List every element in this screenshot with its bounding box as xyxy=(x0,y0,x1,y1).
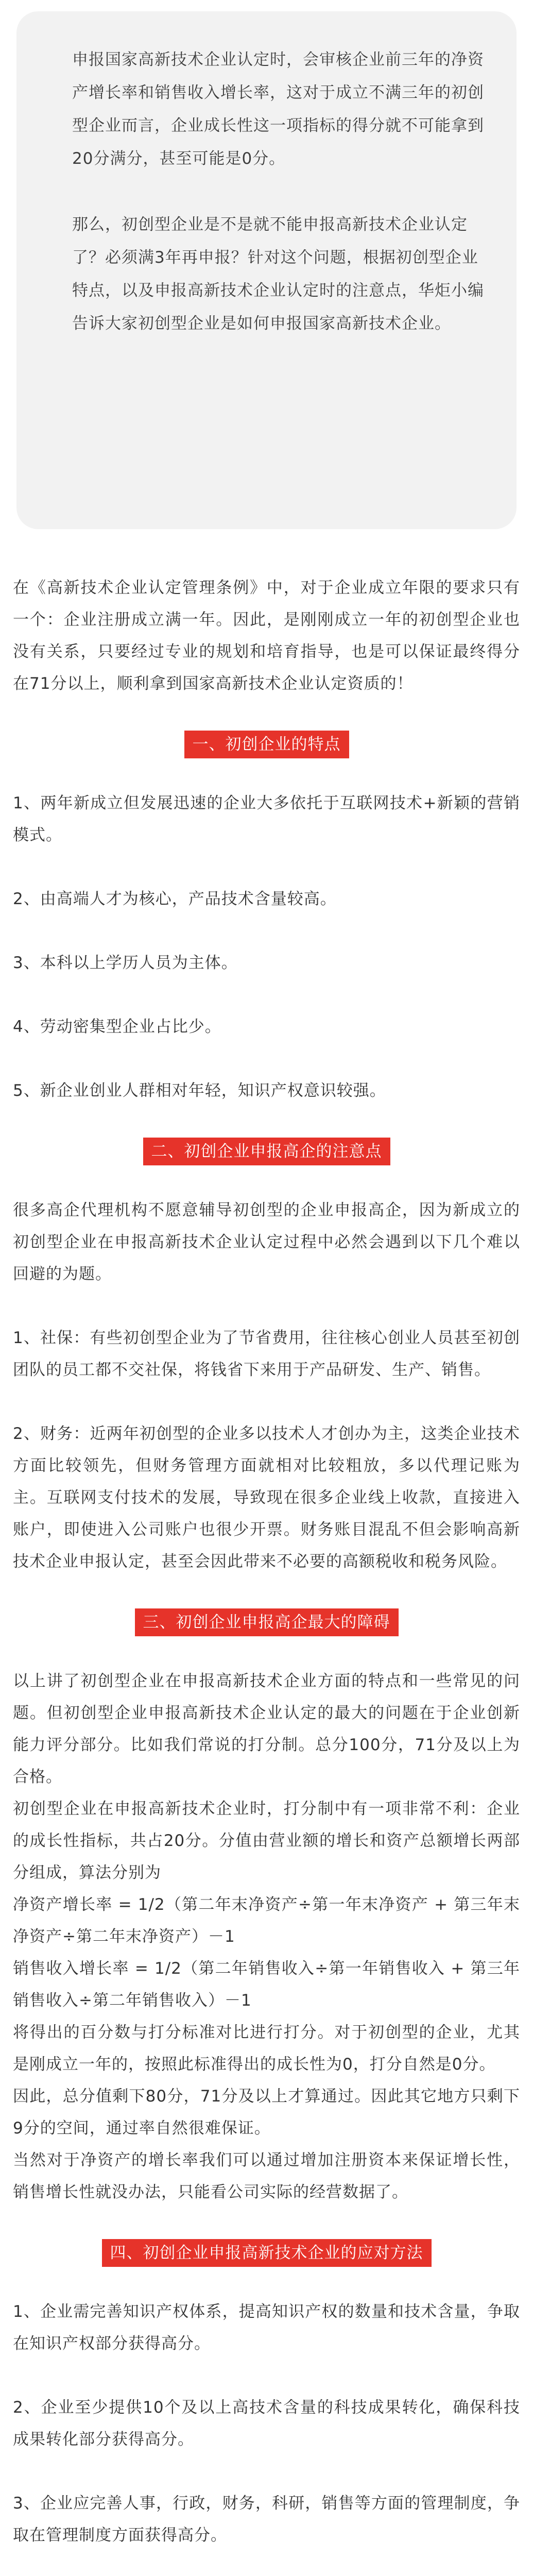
section-3-formula-net-assets: 净资产增长率 = 1/2（第二年末净资产÷第一年末净资产 + 第三年末净资产÷第二年末净资产）－1 xyxy=(13,1895,520,1946)
intro-paragraph-2: 那么，初创型企业是不是就不能申报高新技术企业认定了？必须满3年再申报？针对这个问题，根据初创型企业特点，以及申报高新技术企业认定时的注意点，华炬小编告诉大家初创型企业是如何申报国家高新技术企业。 xyxy=(72,215,484,333)
section-1-heading-wrap xyxy=(13,731,520,758)
section-4-item-3: 3、企业应完善人事，行政，财务，科研，销售等方面的管理制度，争取在管理制度方面获得高分。 xyxy=(13,2494,520,2545)
section-3-heading-wrap xyxy=(13,1608,520,1636)
intro-card xyxy=(16,11,517,529)
section-2-heading: 二、初创企业申报高企的注意点 xyxy=(143,1138,390,1165)
section-1-heading: 一、初创企业的特点 xyxy=(184,731,349,758)
section-3-paragraph-5: 当然对于净资产的增长率我们可以通过增加注册资本来保证增长性，销售增长性就没办法，只能看公司实际的经营数据了。 xyxy=(13,2151,520,2201)
section-1-item-5: 5、新企业创业人群相对年轻，知识产权意识较强。 xyxy=(13,1081,386,1100)
section-1-item-2: 2、由高端人才为核心，产品技术含量较高。 xyxy=(13,890,337,908)
section-3-paragraph-1: 以上讲了初创型企业在申报高新技术企业方面的特点和一些常见的问题。但初创型企业申报高新技术企业认定的最大的问题在于企业创新能力评分部分。比如我们常说的打分制。总分100分，71分及以上为合格。 xyxy=(13,1672,520,1786)
section-2-heading-wrap xyxy=(13,1138,520,1165)
section-2-item-2: 2、财务：近两年初创型的企业多以技术人才创办为主，这类企业技术方面比较领先，但财务管理方面就相对比较粗放，多以代理记账为主。互联网支付技术的发展，导致现在很多企业线上收款，直接进入账户，即使进入公司账户也很少开票。财务账目混乱不但会影响高新技术企业申报认定，甚至会因此带来不必要的高额税收和税务风险。 xyxy=(13,1425,520,1571)
section-1-item-1: 1、两年新成立但发展迅速的企业大多依托于互联网技术+新颖的营销模式。 xyxy=(13,794,520,844)
section-2-item-1: 1、社保：有些初创型企业为了节省费用，往往核心创业人员甚至初创团队的员工都不交社保，将钱省下来用于产品研发、生产、销售。 xyxy=(13,1329,520,1379)
section-3-formula-sales: 销售收入增长率 = 1/2（第二年销售收入÷第一年销售收入 + 第三年销售收入÷第二年销售收入）－1 xyxy=(13,1959,520,2010)
section-3-heading: 三、初创企业申报高企最大的障碍 xyxy=(135,1608,399,1636)
section-1-item-4: 4、劳动密集型企业占比少。 xyxy=(13,1018,221,1036)
article-body xyxy=(13,572,520,2576)
section-3-paragraph-4: 因此，总分值剩下80分，71分及以上才算通过。因此其它地方只剩下9分的空间，通过率自然很难保证。 xyxy=(13,2087,520,2138)
section-4-heading-wrap xyxy=(13,2239,520,2267)
section-1-item-3: 3、本科以上学历人员为主体。 xyxy=(13,954,238,972)
section-3-paragraph-2: 初创型企业在申报高新技术企业时，打分制中有一项非常不利：企业的成长性指标，共占20分。分值由营业额的增长和资产总额增长两部分组成，算法分别为 xyxy=(13,1800,520,1882)
intro-paragraph-1: 申报国家高新技术企业认定时，会审核企业前三年的净资产增长率和销售收入增长率，这对于成立不满三年的初创型企业而言，企业成长性这一项指标的得分就不可能拿到20分满分，甚至可能是0分。 xyxy=(72,50,484,168)
opening-paragraph: 在《高新技术企业认定管理条例》中，对于企业成立年限的要求只有一个：企业注册成立满一年。因此，是刚刚成立一年的初创型企业也没有关系，只要经过专业的规划和培育指导，也是可以保证最终得分在71分以上，顺利拿到国家高新技术企业认定资质的！ xyxy=(13,579,520,693)
section-4-heading: 四、初创企业申报高新技术企业的应对方法 xyxy=(102,2239,432,2267)
section-3-paragraph-3: 将得出的百分数与打分标准对比进行打分。对于初创型的企业，尤其是刚成立一年的，按照此标准得出的成长性为0，打分自然是0分。 xyxy=(13,2023,520,2074)
section-4-item-2: 2、企业至少提供10个及以上高技术含量的科技成果转化，确保科技成果转化部分获得高分。 xyxy=(13,2398,520,2449)
section-4-item-1: 1、企业需完善知识产权体系，提高知识产权的数量和技术含量，争取在知识产权部分获得高分。 xyxy=(13,2302,520,2353)
section-2-intro: 很多高企代理机构不愿意辅导初创型的企业申报高企，因为新成立的初创型企业在申报高新技术企业认定过程中必然会遇到以下几个难以回避的为题。 xyxy=(13,1201,520,1283)
